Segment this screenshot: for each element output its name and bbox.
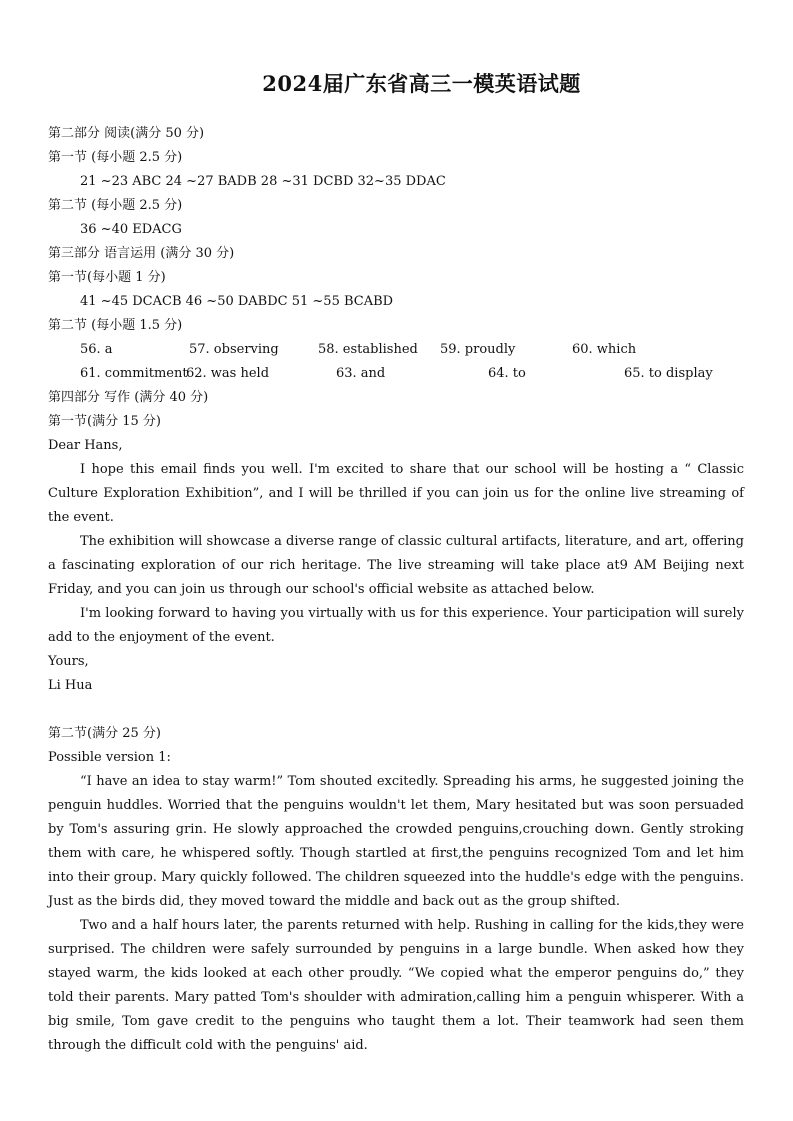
answer-60: 60. which — [572, 342, 637, 357]
part2-sec2-heading: 第二节 (每小题 2.5 分) — [48, 198, 183, 213]
part3-sec1-answers: 41 ~45 DCACB 46 ~50 DABDC 51 ~55 BCABD — [80, 294, 394, 309]
letter-closing: Yours, — [48, 654, 89, 669]
version-label: Possible version 1: — [48, 750, 171, 765]
part2-heading: 第二部分 阅读(满分 50 分) — [48, 126, 205, 141]
answer-63: 63. and — [336, 366, 386, 381]
part4-sec1-heading: 第一节(满分 15 分) — [48, 414, 161, 429]
answer-59: 59. proudly — [440, 342, 516, 357]
answer-61: 61. commitment — [80, 366, 188, 381]
part2-sec1-heading: 第一节 (每小题 2.5 分) — [48, 150, 183, 165]
letter-signature: Li Hua — [48, 678, 93, 693]
answer-64: 64. to — [488, 366, 526, 381]
story-body — [48, 770, 744, 1058]
part3-sec2-heading: 第二节 (每小题 1.5 分) — [48, 318, 183, 333]
story-paragraph: “I have an idea to stay warm!” Tom shouted excitedly. Spreading his arms, he suggested joining the penguin huddles. Worried that the penguins wouldn't let them, Mary hesitated but was soon persuaded by Tom's assuring grin. He slowly approached the crowded penguins,crouching down. Gently stroking them with care, he whispered softly. Though startled at first,the penguins recognized Tom and let him into their group. Mary quickly followed. The children squeezed into the huddle's edge with the penguins. Just as the birds did, they moved toward the middle and back out as the group shifted. — [48, 774, 744, 909]
part2-sec2-answers: 36 ~40 EDACG — [80, 222, 182, 237]
answer-58: 58. established — [318, 342, 418, 357]
answer-56: 56. a — [80, 342, 113, 357]
letter-paragraph: The exhibition will showcase a diverse range of classic cultural artifacts, literature, and art, offering a fascinating exploration of our rich heritage. The live streaming will take place at9 AM Beijing next Friday, and you can join us through our school's official website as attached below. — [48, 534, 744, 597]
part4-heading: 第四部分 写作 (满分 40 分) — [48, 390, 209, 405]
letter-paragraph: I'm looking forward to having you virtually with us for this experience. Your participation will surely add to the enjoyment of the event. — [48, 606, 744, 645]
answer-62: 62. was held — [186, 366, 270, 381]
part3-heading: 第三部分 语言运用 (满分 30 分) — [48, 246, 235, 261]
page-title: 2024届广东省高三一模英语试题 — [262, 71, 581, 96]
answer-65: 65. to display — [624, 366, 713, 381]
letter-body — [48, 458, 744, 650]
story-paragraph: Two and a half hours later, the parents returned with help. Rushing in calling for the kids,they were surprised. The children were safely surrounded by penguins in a large bundle. When asked how they stayed warm, the kids looked at each other proudly. “We copied what the emperor penguins do,” they told their parents. Mary patted Tom's shoulder with admiration,calling him a penguin whisperer. With a big smile, Tom gave credit to the penguins who taught them a lot. Their teamwork had seen them through the difficult cold with the penguins' aid. — [48, 918, 744, 1053]
part4-sec2-heading: 第二节(满分 25 分) — [48, 726, 161, 741]
letter-paragraph: I hope this email finds you well. I'm excited to share that our school will be hosting a “ Classic Culture Exploration Exhibition”, and I will be thrilled if you can join us for the online live streaming of the event. — [48, 462, 744, 525]
answer-57: 57. observing — [189, 342, 279, 357]
part2-sec1-answers: 21 ~23 ABC 24 ~27 BADB 28 ~31 DCBD 32~35 DDAC — [80, 174, 446, 189]
part3-sec1-heading: 第一节(每小题 1 分) — [48, 270, 166, 285]
letter-greeting: Dear Hans, — [48, 438, 123, 453]
